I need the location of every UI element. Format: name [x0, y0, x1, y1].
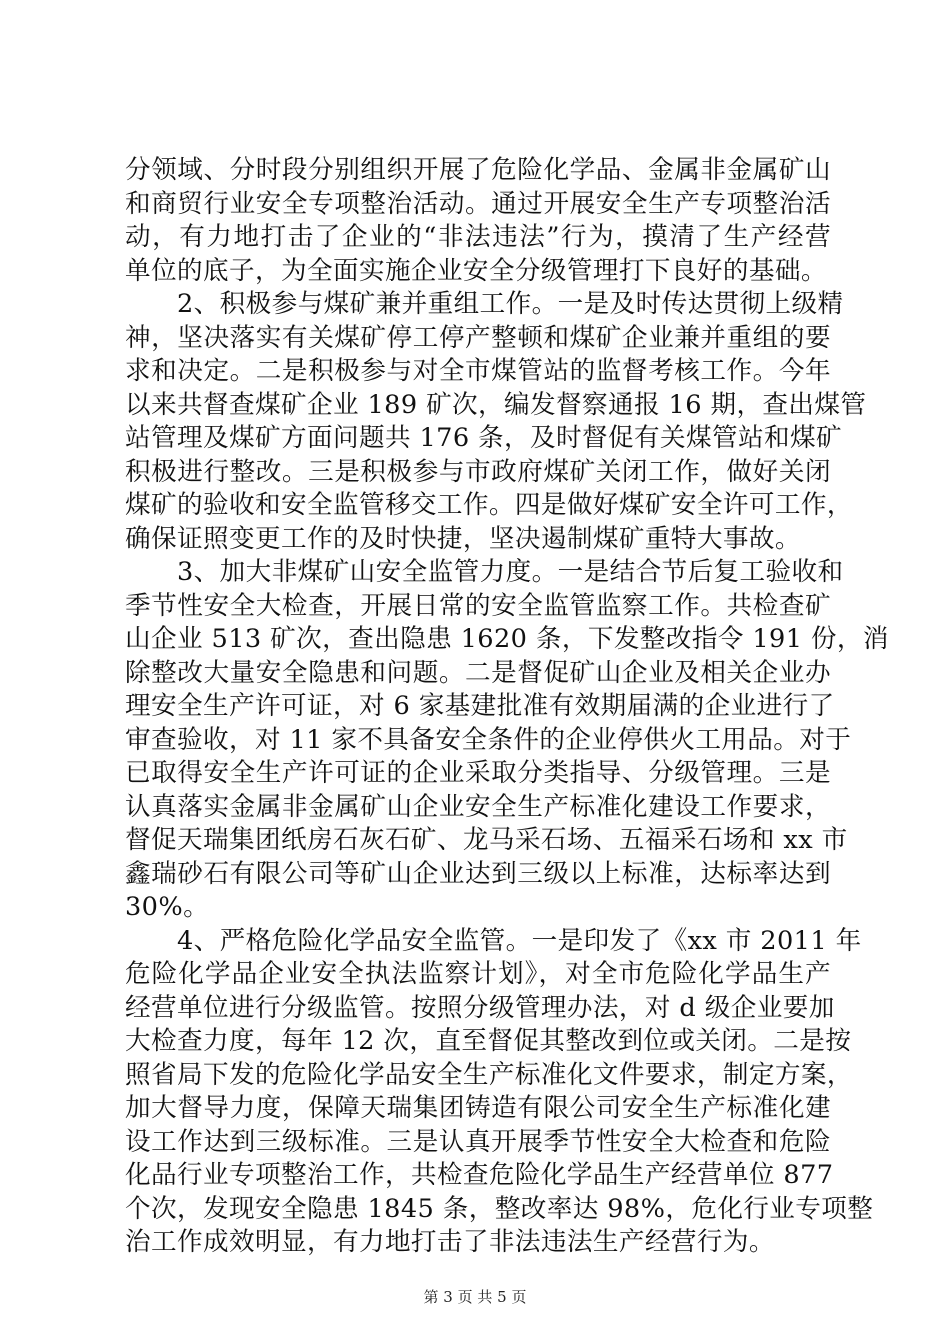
text-line: 以来共督查煤矿企业 189 矿次，编发督察通报 16 期，查出煤管 [125, 389, 867, 420]
text-line: 已取得安全生产许可证的企业采取分类指导、分级管理。三是 [125, 758, 831, 788]
text-line: 确保证照变更工作的及时快捷，坚决遏制煤矿重特大事故。 [125, 523, 801, 554]
text-line: 化品行业专项整治工作，共检查危险化学品生产经营单位 877 [125, 1160, 834, 1190]
text-line: 危险化学品企业安全执法监察计划》，对全市危险化学品生产 [125, 959, 831, 989]
body-text [125, 154, 889, 1260]
paragraph-3-start: 3、加大非煤矿山安全监管力度。一是结合节后复工验收和 [177, 557, 844, 587]
text-line: 神，坚决落实有关煤矿停工停产整顿和煤矿企业兼并重组的要 [125, 322, 831, 353]
text-line: 大检查力度，每年 12 次，直至督促其整改到位或关闭。二是按 [125, 1026, 852, 1056]
text-line: 理安全生产许可证，对 6 家基建批准有效期届满的企业进行了 [125, 691, 835, 721]
text-line: 治工作成效明显，有力地打击了非法违法生产经营行为。 [125, 1227, 775, 1257]
text-line: 经营单位进行分级监管。按照分级管理办法，对 d 级企业要加 [125, 992, 835, 1023]
paragraph-4-start: 4、严格危险化学品安全监管。一是印发了《xx 市 2011 年 [177, 925, 862, 956]
paragraph-2-start: 2、积极参与煤矿兼并重组工作。一是及时传达贯彻上级精 [177, 289, 844, 319]
text-line: 分领域、分时段分别组织开展了危险化学品、金属非金属矿山 [125, 155, 831, 185]
text-line: 山企业 513 矿次，查出隐患 1620 条，下发整改指令 191 份，消 [125, 624, 889, 654]
text-line: 审查验收，对 11 家不具备安全条件的企业停供火工用品。对于 [125, 724, 852, 755]
text-line: 站管理及煤矿方面问题共 176 条，及时督促有关煤管站和煤矿 [125, 423, 842, 453]
text-line: 季节性安全大检查，开展日常的安全监管监察工作。共检查矿 [125, 590, 831, 621]
text-line: 积极进行整改。三是积极参与市政府煤矿关闭工作，做好关闭 [125, 456, 831, 487]
text-line: 和商贸行业安全专项整治活动。通过开展安全生产专项整治活 [125, 188, 831, 219]
text-line: 照省局下发的危险化学品安全生产标准化文件要求，制定方案， [125, 1059, 853, 1090]
text-line: 煤矿的验收和安全监管移交工作。四是做好煤矿安全许可工作， [125, 490, 853, 520]
text-line: 鑫瑞砂石有限公司等矿山企业达到三级以上标准，达标率达到 [125, 858, 831, 889]
text-line: 个次，发现安全隐患 1845 条，整改率达 98%，危化行业专项整 [125, 1193, 874, 1224]
text-line: 求和决定。二是积极参与对全市煤管站的监督考核工作。今年 [125, 356, 831, 386]
text-line: 设工作达到三级标准。三是认真开展季节性安全大检查和危险 [125, 1126, 831, 1157]
text-line: 认真落实金属非金属矿山企业安全生产标准化建设工作要求， [125, 791, 831, 822]
page-footer: 第 3 页 共 5 页 [423, 1288, 527, 1306]
text-line: 加大督导力度，保障天瑞集团铸造有限公司安全生产标准化建 [125, 1093, 831, 1123]
text-line: 单位的底子，为全面实施企业安全分级管理打下良好的基础。 [125, 255, 827, 286]
text-line: 除整改大量安全隐患和问题。二是督促矿山企业及相关企业办 [125, 657, 831, 688]
text-line: 30%。 [125, 892, 210, 922]
text-line: 动，有力地打击了企业的“非法违法”行为，摸清了生产经营 [125, 222, 831, 252]
text-line: 督促天瑞集团纸房石灰石矿、龙马采石场、五福采石场和 xx 市 [125, 825, 848, 855]
